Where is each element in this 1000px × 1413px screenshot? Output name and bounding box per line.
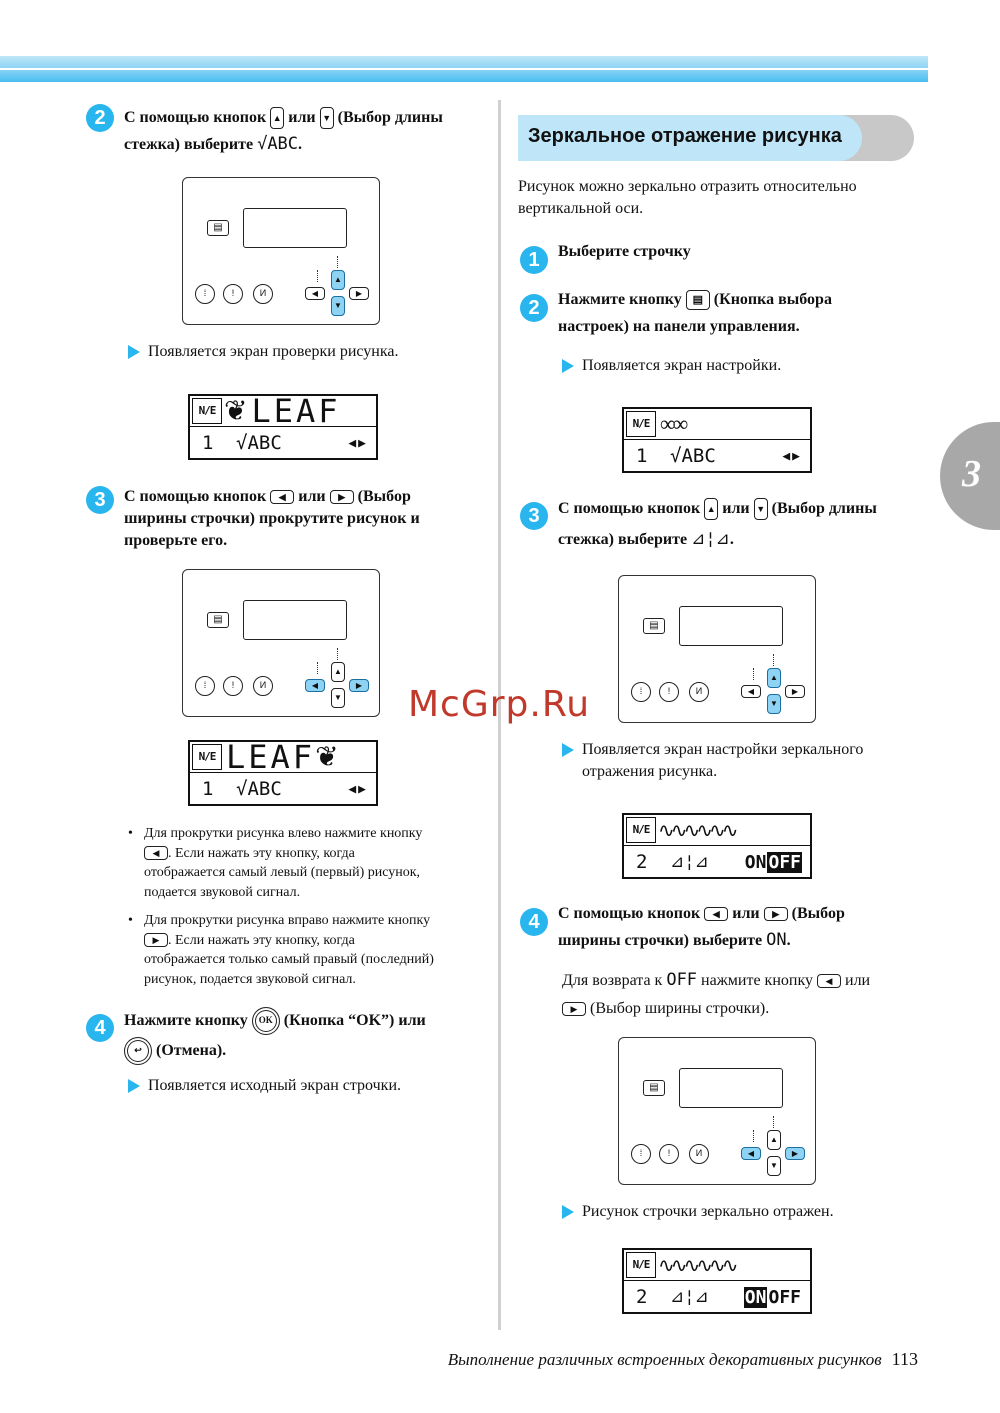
left-arrow-icon: ◀ [270,490,294,504]
step-badge: 3 [520,502,548,530]
lcd-screen-5: N/E ∿∿∿∿∿∿ 2 ⊿¦⊿ ON OFF [622,1248,812,1314]
ne-icon: N/E [192,744,222,770]
ne-icon: N/E [192,398,222,424]
right-step-2: 2 Нажмите кнопку ▤ (Кнопка выбора настроек) на панели управления. [520,286,920,340]
section-title-band [518,115,914,161]
lcd-icon [243,208,347,248]
stitch-icon: И [689,1144,709,1164]
left-arrow-icon: ◀ [704,907,728,921]
step-badge: 2 [520,294,548,322]
lcd-icon [243,600,347,640]
leaf-pattern-icon: ❦ [315,742,339,773]
up-arrow-icon: ▲ [767,668,781,688]
lcd-icon [679,606,783,646]
scroll-pattern-icon: ∞∞ [660,411,686,436]
left-arrow-icon: ◀ [305,287,325,300]
abc-symbol: √ABC [257,134,299,154]
ne-icon: N/E [626,411,656,437]
step-badge: 4 [86,1014,114,1042]
down-arrow-icon: ▼ [331,296,345,316]
stitch-icon: И [253,676,273,696]
mirror-symbol-icon: ⊿¦⊿ [670,1287,709,1307]
bullet-scroll-left: • Для прокрутки рисунка влево нажмите кнопку ◀ . Если нажать эту кнопку, когда отображается самый левый (первый) рисунок, подается звуковой сигнал. [128,824,488,902]
down-arrow-icon: ▼ [320,107,334,129]
back-button-icon: ↩ [124,1037,152,1065]
settings-button-icon: ▤ [686,290,710,310]
left-result-1: Появляется экран проверки рисунка. [128,341,398,363]
left-arrow-icon: ◀ [741,1147,761,1160]
stitch-icon: И [253,284,273,304]
scroll-pattern-icon: ∿∿∿∿∿∿ [658,819,735,842]
bullet-scroll-right: • Для прокрутки рисунка вправо нажмите кнопку ▶ . Если нажать эту кнопку, когда отображается только самый правый (последний) рисунок, подается звуковой сигнал. [128,911,488,989]
needle-position-icon: ⁞ [631,1144,651,1164]
step-text: С помощью кнопок ▲ или ▼ (Выбор длины стежка) выберите √ABC. [124,109,443,154]
header-band [0,56,928,82]
lcd-screen-4: N/E ∿∿∿∿∿∿ 2 ⊿¦⊿ ON OFF [622,813,812,879]
lcd-screen-1: N/E ❦ LEAF 1 √ABC ◀▶ [188,394,378,460]
left-step-4: 4 Нажмите кнопку OK (Кнопка “OK”) или ↩ (Отмена). [86,1006,486,1066]
right-arrow-icon: ▶ [349,679,369,692]
right-arrow-icon: ▶ [562,1002,586,1016]
result-arrow-icon [128,345,140,359]
settings-button-icon: ▤ [643,618,665,634]
up-arrow-icon: ▲ [331,270,345,290]
step-badge: 4 [520,908,548,936]
left-arrow-icon: ◀ [144,846,168,860]
reverse-icon: ! [223,284,243,304]
result-arrow-icon [562,1205,574,1219]
ne-icon: N/E [626,817,656,843]
lcd-screen-2: N/E LEAF ❦ 1 √ABC ◀▶ [188,740,378,806]
mirror-symbol-icon: ⊿¦⊿ [691,529,730,549]
down-arrow-icon: ▼ [767,694,781,714]
right-arrow-icon: ▶ [785,685,805,698]
watermark: McGrp.Ru [408,684,591,725]
mirror-symbol-icon: ⊿¦⊿ [670,852,709,872]
right-arrow-icon: ▶ [349,287,369,300]
right-arrow-icon: ▶ [144,933,168,947]
down-arrow-icon: ▼ [331,688,345,708]
left-arrow-icon: ◀ [817,974,841,988]
step-badge: 2 [86,104,114,132]
right-result-1: Появляется экран настройки. [562,355,781,377]
left-arrow-icon: ◀ [305,679,325,692]
lcd-screen-3: N/E ∞∞ 1 √ABC ◀▶ [622,407,812,473]
scroll-pattern-icon: ∿∿∿∿∿∿ [658,1254,735,1277]
settings-button-icon: ▤ [207,612,229,628]
up-arrow-icon: ▲ [270,107,284,129]
ok-button-icon: OK [252,1007,280,1035]
result-arrow-icon [562,743,574,757]
step-badge: 1 [520,246,548,274]
right-step-3: 3 С помощью кнопок ▲ или ▼ (Выбор длины стежка) выберите ⊿¦⊿. [520,494,920,555]
chapter-tab [940,422,1000,530]
settings-button-icon: ▤ [643,1080,665,1096]
chapter-number: 3 [962,453,981,495]
right-arrow-icon: ▶ [330,490,354,504]
stitch-icon: И [689,682,709,702]
reverse-icon: ! [659,1144,679,1164]
needle-position-icon: ⁞ [631,682,651,702]
down-arrow-icon: ▼ [754,498,768,520]
left-arrow-icon: ◀ [741,685,761,698]
right-arrow-icon: ▶ [764,907,788,921]
result-arrow-icon [562,359,574,373]
needle-position-icon: ⁞ [195,284,215,304]
return-instruction: Для возврата к OFF нажмите кнопку ◀ или ▶ (Выбор ширины строчки). [562,970,871,1017]
up-arrow-icon: ▲ [704,498,718,520]
right-step-4: 4 С помощью кнопок ◀ или ▶ (Выбор ширины строчки) выберите ON. [520,900,920,954]
settings-button-icon: ▤ [207,220,229,236]
up-arrow-icon: ▲ [767,1130,781,1150]
control-panel-3 [618,575,816,723]
right-step-1: 1 Выберите строчку [520,238,691,274]
left-result-2: Появляется исходный экран строчки. [128,1075,401,1097]
lcd-icon [679,1068,783,1108]
leaf-pattern-icon: ❦ [224,396,248,427]
section-title: Зеркальное отражение рисунка [528,125,842,147]
step-badge: 3 [86,486,114,514]
right-result-3: Рисунок строчки зеркально отражен. [562,1201,834,1223]
reverse-icon: ! [223,676,243,696]
left-step-2 [86,104,486,158]
left-step-3: 3 С помощью кнопок ◀ или ▶ (Выбор ширины строчки) прокрутите рисунок и проверьте его. [86,486,486,552]
needle-position-icon: ⁞ [195,676,215,696]
down-arrow-icon: ▼ [767,1156,781,1176]
ne-icon: N/E [626,1252,656,1278]
up-arrow-icon: ▲ [331,662,345,682]
reverse-icon: ! [659,682,679,702]
control-panel-4 [618,1037,816,1185]
page-number: 113 [891,1349,918,1369]
control-panel-2 [182,569,380,717]
result-arrow-icon [128,1079,140,1093]
intro-text: Рисунок можно зеркально отразить относительно вертикальной оси. [518,178,857,217]
right-arrow-icon: ▶ [785,1147,805,1160]
right-result-2: Появляется экран настройки зеркального отражения рисунка. [562,739,863,783]
control-panel-1 [182,177,380,325]
page-footer: Выполнение различных встроенных декоративных рисунков 113 [447,1349,918,1369]
